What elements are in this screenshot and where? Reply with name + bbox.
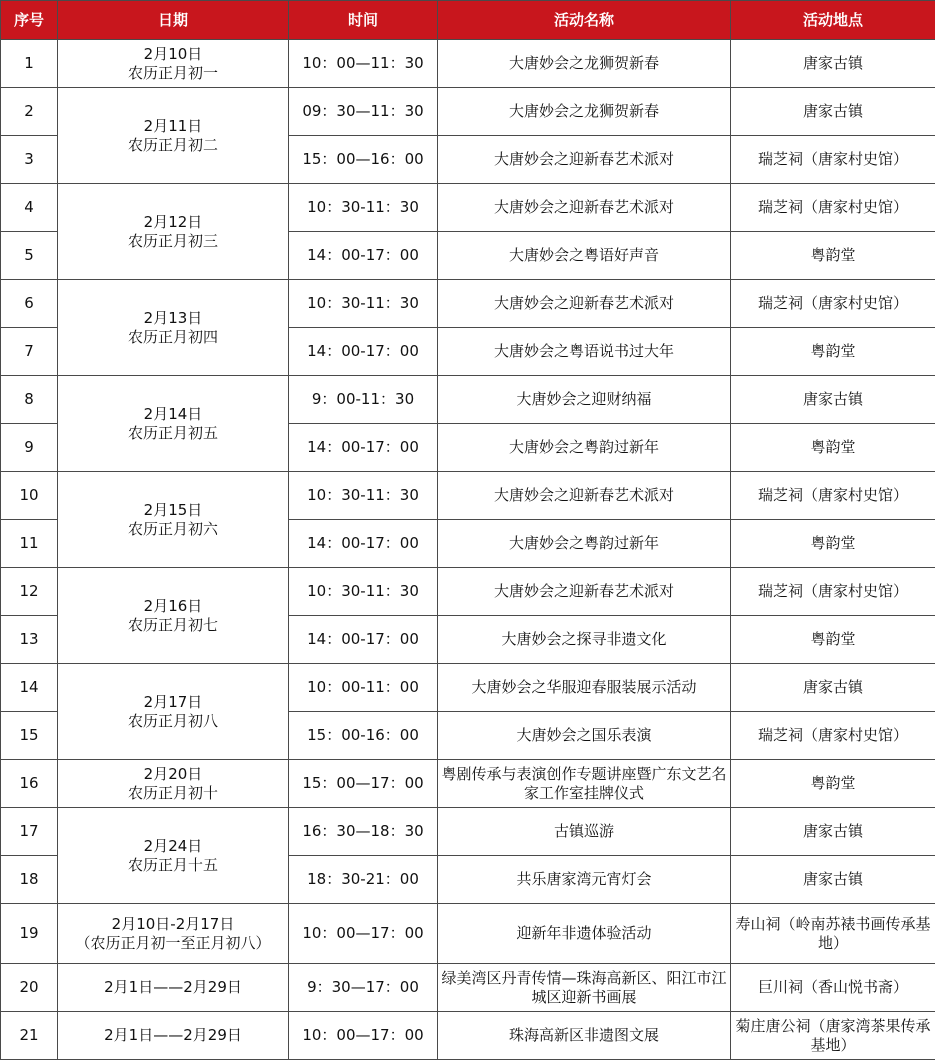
- cell-seq: 3: [1, 136, 58, 184]
- table-row: [1, 280, 935, 328]
- cell-seq: 20: [1, 964, 58, 1012]
- cell-location: 粤韵堂: [731, 520, 935, 568]
- cell-activity-name: 大唐妙会之迎新春艺术派对: [438, 136, 731, 184]
- cell-seq: 9: [1, 424, 58, 472]
- cell-date: 2月16日 农历正月初七: [58, 568, 289, 664]
- cell-location: 唐家古镇: [731, 88, 935, 136]
- cell-time: 10：00—17：00: [289, 1012, 438, 1060]
- cell-time: 10：30-11：30: [289, 568, 438, 616]
- cell-date: 2月10日-2月17日 （农历正月初一至正月初八）: [58, 904, 289, 964]
- cell-activity-name: 大唐妙会之迎财纳福: [438, 376, 731, 424]
- cell-date: 2月11日 农历正月初二: [58, 88, 289, 184]
- cell-location: 唐家古镇: [731, 376, 935, 424]
- cell-seq: 18: [1, 856, 58, 904]
- cell-time: 14：00-17：00: [289, 520, 438, 568]
- cell-date: 2月14日 农历正月初五: [58, 376, 289, 472]
- cell-location: 瑞芝祠（唐家村史馆）: [731, 280, 935, 328]
- cell-time: 15：00-16：00: [289, 712, 438, 760]
- table-row: [1, 1012, 935, 1060]
- cell-location: 粤韵堂: [731, 424, 935, 472]
- cell-seq: 10: [1, 472, 58, 520]
- cell-activity-name: 大唐妙会之粤语说书过大年: [438, 328, 731, 376]
- cell-time: 10：30-11：30: [289, 280, 438, 328]
- cell-activity-name: 大唐妙会之迎新春艺术派对: [438, 568, 731, 616]
- table-row: [1, 664, 935, 712]
- cell-activity-name: 大唐妙会之迎新春艺术派对: [438, 280, 731, 328]
- cell-activity-name: 大唐妙会之粤韵过新年: [438, 520, 731, 568]
- cell-location: 巨川祠（香山悦书斋）: [731, 964, 935, 1012]
- cell-location: 寿山祠（岭南苏裱书画传承基地）: [731, 904, 935, 964]
- cell-date: 2月20日 农历正月初十: [58, 760, 289, 808]
- cell-activity-name: 大唐妙会之迎新春艺术派对: [438, 472, 731, 520]
- cell-activity-name: 大唐妙会之粤韵过新年: [438, 424, 731, 472]
- cell-seq: 13: [1, 616, 58, 664]
- table-row: [1, 40, 935, 88]
- cell-location: 唐家古镇: [731, 40, 935, 88]
- cell-time: 9：00-11：30: [289, 376, 438, 424]
- table-row: [1, 184, 935, 232]
- cell-seq: 7: [1, 328, 58, 376]
- cell-activity-name: 大唐妙会之粤语好声音: [438, 232, 731, 280]
- cell-time: 9：30—17：00: [289, 964, 438, 1012]
- cell-activity-name: 大唐妙会之华服迎春服装展示活动: [438, 664, 731, 712]
- cell-activity-name: 古镇巡游: [438, 808, 731, 856]
- cell-time: 18：30-21：00: [289, 856, 438, 904]
- cell-activity-name: 大唐妙会之龙狮贺新春: [438, 88, 731, 136]
- cell-date: 2月24日 农历正月十五: [58, 808, 289, 904]
- cell-date: 2月12日 农历正月初三: [58, 184, 289, 280]
- header-row: [1, 1, 935, 40]
- cell-activity-name: 大唐妙会之龙狮贺新春: [438, 40, 731, 88]
- cell-seq: 21: [1, 1012, 58, 1060]
- cell-date: 2月1日——2月29日: [58, 1012, 289, 1060]
- cell-location: 瑞芝祠（唐家村史馆）: [731, 568, 935, 616]
- cell-location: 粤韵堂: [731, 232, 935, 280]
- cell-location: 菊庄唐公祠（唐家湾茶果传承基地）: [731, 1012, 935, 1060]
- cell-activity-name: 大唐妙会之探寻非遗文化: [438, 616, 731, 664]
- table-row: [1, 568, 935, 616]
- cell-seq: 8: [1, 376, 58, 424]
- cell-location: 瑞芝祠（唐家村史馆）: [731, 712, 935, 760]
- cell-date: 2月10日 农历正月初一: [58, 40, 289, 88]
- cell-time: 14：00-17：00: [289, 616, 438, 664]
- cell-seq: 16: [1, 760, 58, 808]
- cell-location: 粤韵堂: [731, 328, 935, 376]
- cell-seq: 17: [1, 808, 58, 856]
- cell-seq: 4: [1, 184, 58, 232]
- table-header: [1, 1, 935, 40]
- cell-seq: 2: [1, 88, 58, 136]
- cell-time: 16：30—18：30: [289, 808, 438, 856]
- cell-activity-name: 迎新年非遗体验活动: [438, 904, 731, 964]
- cell-time: 10：30-11：30: [289, 184, 438, 232]
- cell-location: 粤韵堂: [731, 760, 935, 808]
- cell-time: 15：00—17：00: [289, 760, 438, 808]
- cell-activity-name: 共乐唐家湾元宵灯会: [438, 856, 731, 904]
- cell-activity-name: 大唐妙会之国乐表演: [438, 712, 731, 760]
- cell-time: 10：00-11：00: [289, 664, 438, 712]
- table-row: [1, 760, 935, 808]
- cell-seq: 19: [1, 904, 58, 964]
- header-location: 活动地点: [731, 1, 935, 40]
- cell-location: 唐家古镇: [731, 808, 935, 856]
- cell-activity-name: 珠海高新区非遗图文展: [438, 1012, 731, 1060]
- cell-location: 瑞芝祠（唐家村史馆）: [731, 184, 935, 232]
- cell-time: 14：00-17：00: [289, 328, 438, 376]
- cell-date: 2月17日 农历正月初八: [58, 664, 289, 760]
- header-seq: 序号: [1, 1, 58, 40]
- table-row: [1, 472, 935, 520]
- table-row: [1, 808, 935, 856]
- cell-date: 2月13日 农历正月初四: [58, 280, 289, 376]
- table-row: [1, 904, 935, 964]
- cell-location: 唐家古镇: [731, 664, 935, 712]
- cell-seq: 12: [1, 568, 58, 616]
- cell-location: 粤韵堂: [731, 616, 935, 664]
- cell-location: 唐家古镇: [731, 856, 935, 904]
- cell-time: 09：30—11：30: [289, 88, 438, 136]
- cell-seq: 6: [1, 280, 58, 328]
- table-row: [1, 88, 935, 136]
- cell-activity-name: 绿美湾区丹青传情—珠海高新区、阳江市江城区迎新书画展: [438, 964, 731, 1012]
- cell-time: 10：00—11：30: [289, 40, 438, 88]
- cell-time: 14：00-17：00: [289, 424, 438, 472]
- cell-seq: 11: [1, 520, 58, 568]
- cell-seq: 5: [1, 232, 58, 280]
- cell-seq: 1: [1, 40, 58, 88]
- cell-time: 10：30-11：30: [289, 472, 438, 520]
- table-row: [1, 376, 935, 424]
- cell-location: 瑞芝祠（唐家村史馆）: [731, 136, 935, 184]
- cell-activity-name: 大唐妙会之迎新春艺术派对: [438, 184, 731, 232]
- cell-activity-name: 粤剧传承与表演创作专题讲座暨广东文艺名家工作室挂牌仪式: [438, 760, 731, 808]
- cell-time: 10：00—17：00: [289, 904, 438, 964]
- header-date: 日期: [58, 1, 289, 40]
- cell-time: 15：00—16：00: [289, 136, 438, 184]
- header-time: 时间: [289, 1, 438, 40]
- cell-time: 14：00-17：00: [289, 232, 438, 280]
- cell-seq: 15: [1, 712, 58, 760]
- cell-date: 2月1日——2月29日: [58, 964, 289, 1012]
- table-body: [1, 40, 935, 1060]
- table-row: [1, 964, 935, 1012]
- header-activity-name: 活动名称: [438, 1, 731, 40]
- cell-seq: 14: [1, 664, 58, 712]
- cell-date: 2月15日 农历正月初六: [58, 472, 289, 568]
- cell-location: 瑞芝祠（唐家村史馆）: [731, 472, 935, 520]
